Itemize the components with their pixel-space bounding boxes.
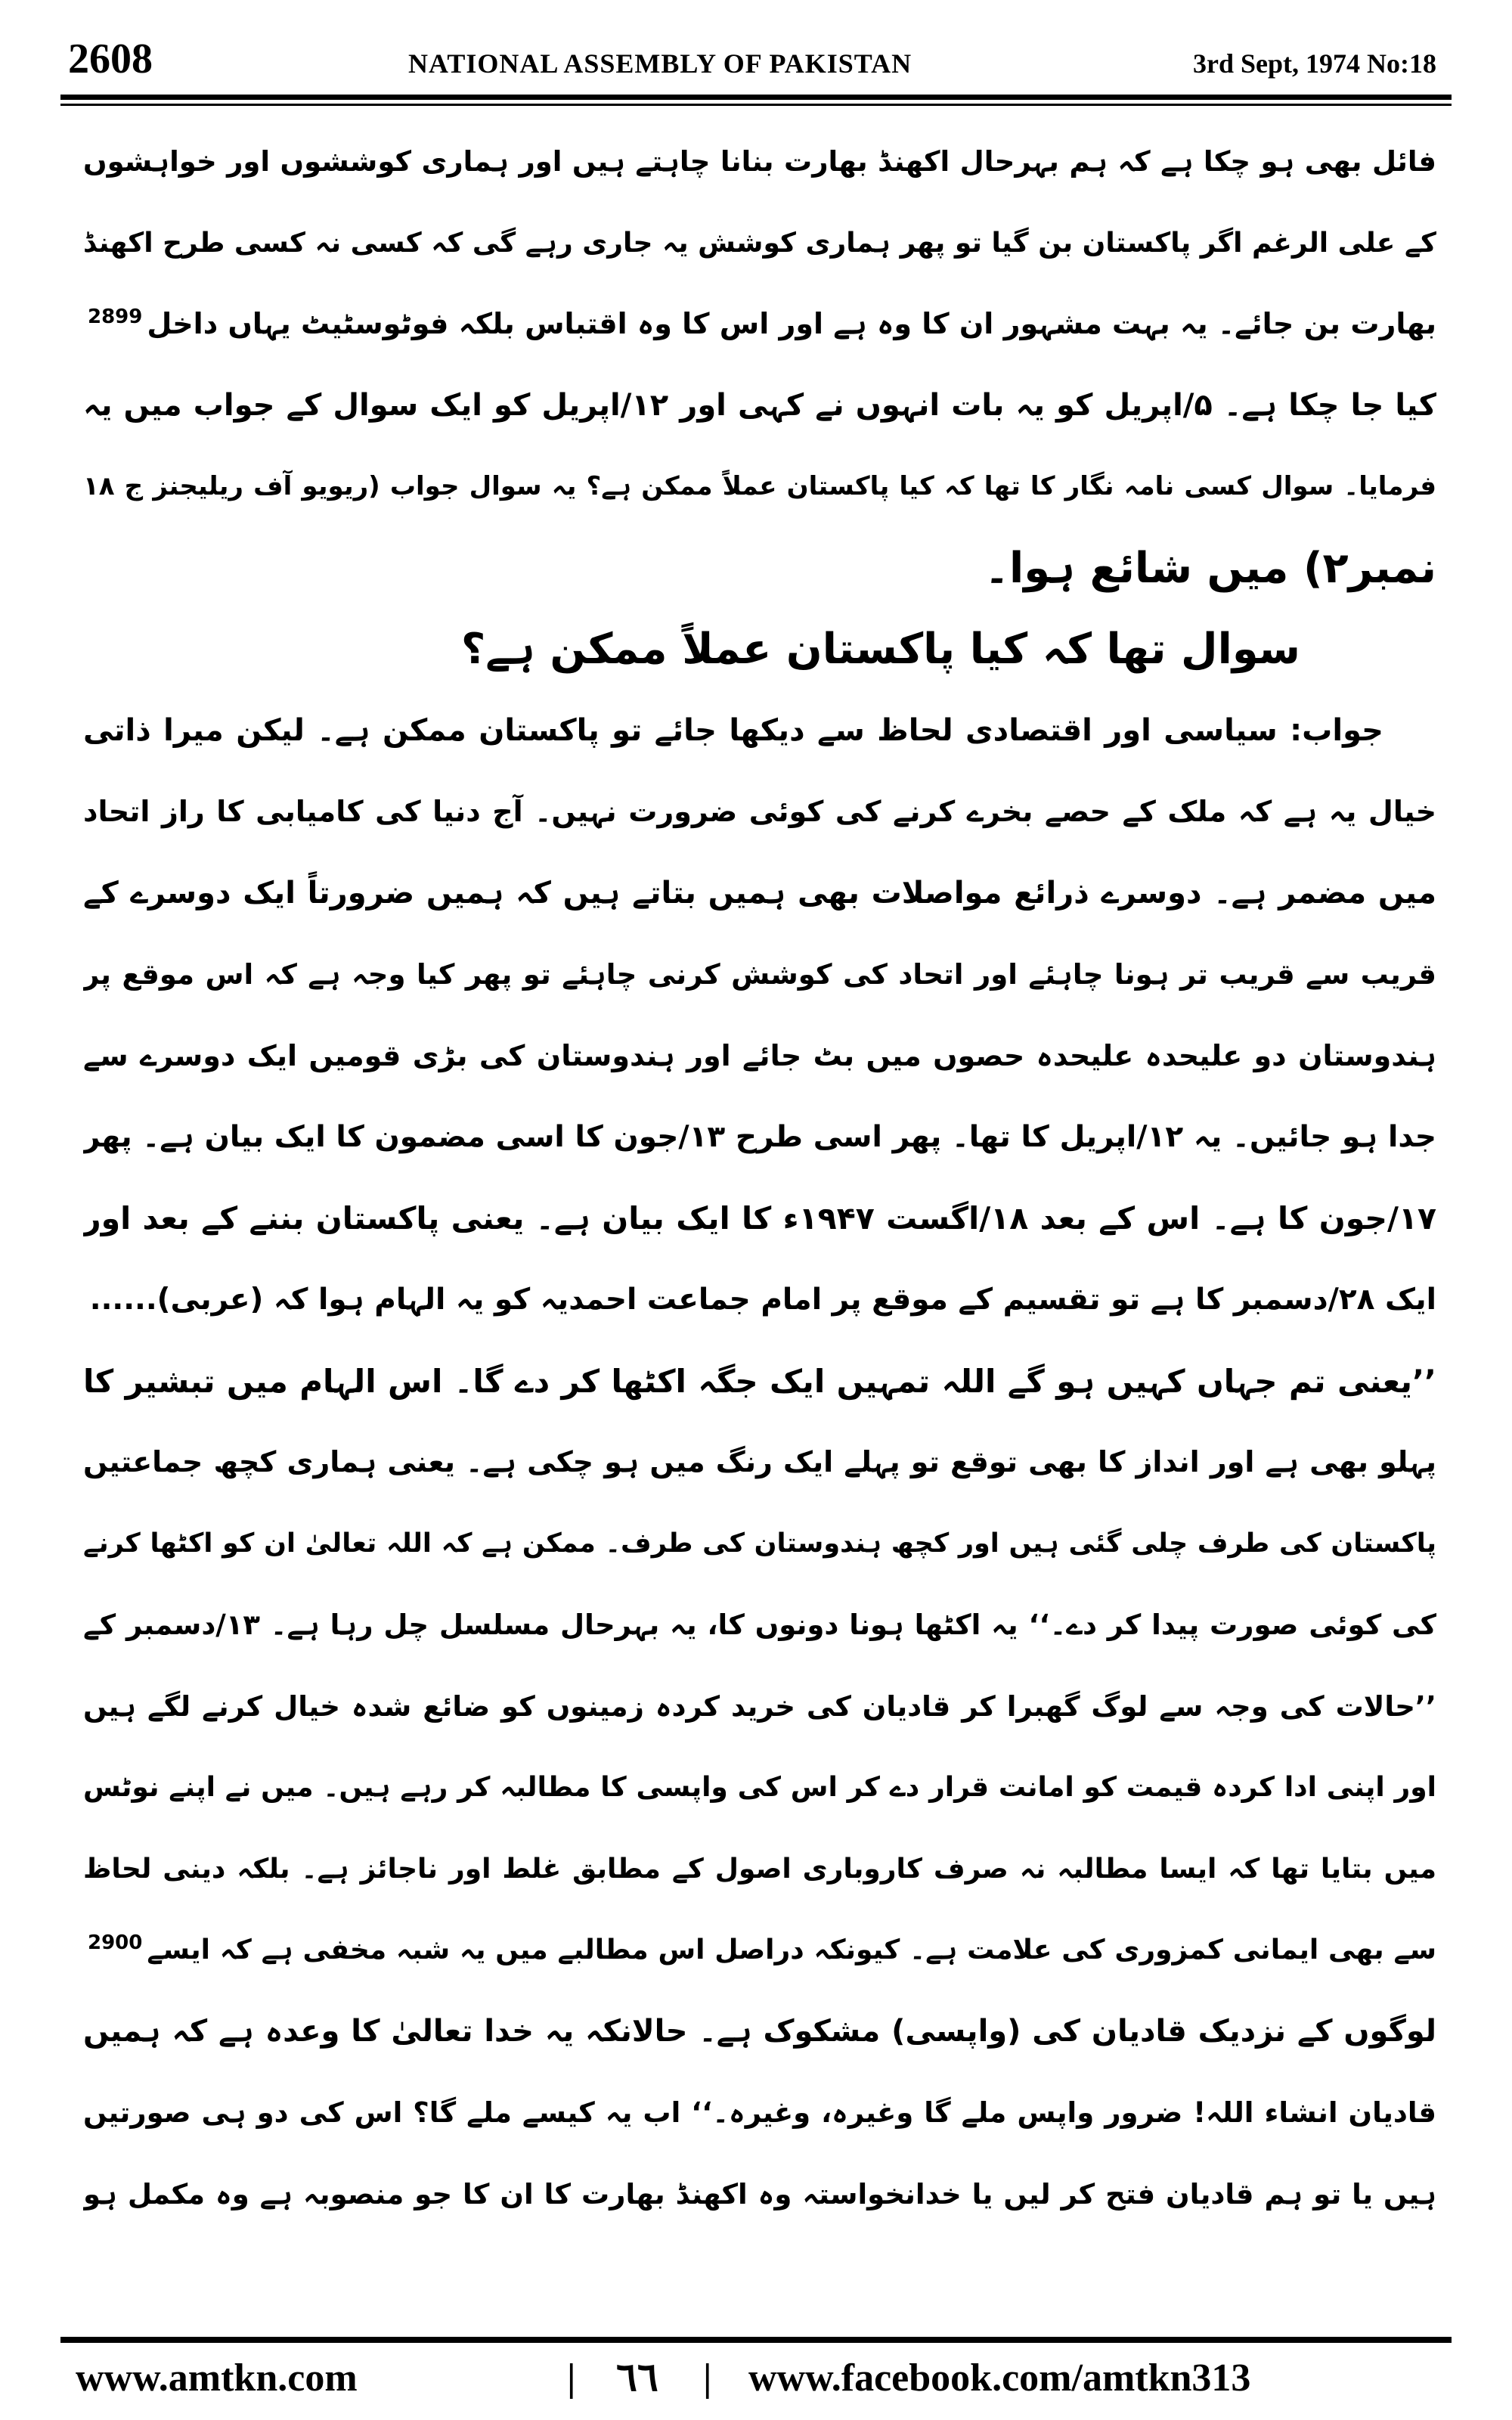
line-text: پہلو بھی ہے اور انداز کا بھی توقع تو پہلے ایک رنگ میں ہو چکی ہے۔ یعنی ہماری کچھ جماعتیں [83,1445,1436,1478]
text-line [83,2072,1436,2154]
text-line [83,121,1436,203]
facebook-link[interactable]: www.facebook.com/amtkn313 [748,2356,1251,2400]
line-text: ہیں یا تو ہم قادیان فتح کر لیں یا خدانخواستہ وہ اکھنڈ بھارت کا ان کا جو منصوبہ ہے وہ مکمل ہو [83,2177,1436,2211]
text-line [83,853,1436,935]
text-line [83,1259,1436,1341]
line-text: جواب: سیاسی اور اقتصادی لحاظ سے دیکھا جائے تو پاکستان ممکن ہے۔ لیکن میرا ذاتی [83,712,1383,748]
text-line [83,528,1436,610]
text-line [83,1097,1436,1178]
text-line [83,1422,1436,1503]
footnote-marker: 2899 [88,306,143,329]
session-date: 3rd Sept, 1974 No:18 [1193,48,1436,79]
line-text: کے علی الرغم اگر پاکستان بن گیا تو پھر ہماری کوشش یہ جاری رہے گی کہ کسی نہ کسی طرح اکھنڈ [83,227,1436,259]
line-text: ’’حالات کی وجہ سے لوگ گھبرا کر قادیان کی خرید کردہ زمینوں کو ضائع شدہ خیال کرنے لگے ہیں [83,1689,1436,1723]
line-text: قریب سے قریب تر ہونا چاہئے اور اتحاد کی کوشش کرنی چاہئے تو پھر کیا وجہ ہے کہ اس موقع پر [83,958,1436,991]
text-line [83,1910,1436,1991]
line-text: ۱۷/جون کا ہے۔ اس کے بعد ۱۸/اگست ۱۹۴۷ء کا ایک بیان ہے۔ یعنی پاکستان بننے کے بعد اور [83,1199,1436,1236]
footnote-marker: 2900 [88,1931,143,1954]
line-text: سے بھی ایمانی کمزوری کی علامت ہے۔ کیونکہ دراصل اس مطالبے میں یہ شبہ مخفی ہے کہ ایسے [147,1934,1436,1965]
line-text: میں مضمر ہے۔ دوسرے ذرائع مواصلات بھی ہمیں بتاتے ہیں کہ ہمیں ضرورتاً ایک دوسرے کے [83,875,1436,911]
footer-separator: | [703,2356,712,2400]
line-text: میں بتایا تھا کہ ایسا مطالبہ نہ صرف کاروباری اصول کے مطابق غلط اور ناجائز ہے۔ بلکہ دینی لحاظ [83,1853,1436,1885]
line-text: ’’یعنی تم جہاں کہیں ہو گے اللہ تمہیں ایک جگہ اکٹھا کر دے گا۔ اس الہام میں تبشیر کا [83,1362,1436,1400]
text-line [83,1666,1436,1748]
line-text: نمبر۲) میں شائع ہوا۔ [984,543,1436,593]
line-text: کیا جا چکا ہے۔ ۵/اپریل کو یہ بات انہوں نے کہی اور ۱۲/اپریل کو ایک سوال کے جواب میں یہ [83,387,1436,423]
footer-separator: | [567,2356,576,2400]
text-line [83,1584,1436,1666]
text-line [83,1829,1436,1910]
line-text: لوگوں کے نزدیک قادیان کی (واپسی) مشکوک ہے۔ حالانکہ یہ خدا تعالیٰ کا وعدہ ہے کہ ہمیں [83,2013,1436,2049]
line-text: فرمایا۔ سوال کسی نامہ نگار کا تھا کہ کیا پاکستان عملاً ممکن ہے؟ یہ سوال جواب (ریویو آف ریلیجنز ج ۱۸ [83,471,1436,501]
line-text: پاکستان کی طرف چلی گئی ہیں اور کچھ ہندوستان کی طرف۔ ممکن ہے کہ اللہ تعالیٰ ان کو اکٹھا کرنے [83,1528,1436,1559]
text-line [83,203,1436,284]
line-text: سوال تھا کہ کیا پاکستان عملاً ممکن ہے؟ [460,625,1300,674]
line-text: بھارت بن جائے۔ یہ بہت مشہور ان کا وہ ہے اور اس کا وہ اقتباس بلکہ فوٹوسٹیٹ یہاں داخل [147,307,1436,340]
page-number: 2608 [68,36,153,82]
page-footer [76,2352,1436,2405]
line-text: کی کوئی صورت پیدا کر دے۔‘‘ یہ اکٹھا ہونا دونوں کا، یہ بہرحال مسلسل چل رہا ہے۔ ۱۳/دسمبر کے [83,1609,1436,1641]
line-text: ہندوستان دو علیحدہ علیحدہ حصوں میں بٹ جائے اور ہندوستان کی بڑی قومیں ایک دوسرے سے [83,1038,1436,1072]
text-line [83,771,1436,853]
text-line [83,1178,1436,1260]
text-line [83,1503,1436,1585]
body-text [83,121,1436,2322]
text-line [83,1991,1436,2073]
text-line [83,1016,1436,1097]
text-line [83,284,1436,365]
footer-rule [60,2337,1452,2343]
line-text: جدا ہو جائیں۔ یہ ۱۲/اپریل کا تھا۔ پھر اسی طرح ۱۳/جون کا اسی مضمون کا ایک بیان ہے۔ پھر [83,1120,1436,1154]
line-text: فائل بھی ہو چکا ہے کہ ہم بہرحال اکھنڈ بھارت بنانا چاہتے ہیں اور ہماری کوششوں اور خواہشوں [83,145,1436,178]
line-text: خیال یہ ہے کہ ملک کے حصے بخرے کرنے کی کوئی ضرورت نہیں۔ آج دنیا کی کامیابی کا راز اتحاد [83,795,1436,828]
text-line [83,1747,1436,1829]
text-line [83,934,1436,1016]
text-line [83,365,1436,447]
text-line [83,2154,1436,2235]
website-link[interactable]: www.amtkn.com [76,2356,358,2400]
line-text: اور اپنی ادا کردہ قیمت کو امانت قرار دے کر اس کی واپسی کا مطالبہ کر رہے ہیں۔ میں نے اپنے نوٹس [83,1772,1436,1803]
assembly-title: NATIONAL ASSEMBLY OF PAKISTAN [408,48,912,79]
header-rule [60,95,1452,100]
line-text: قادیان انشاء اللہ! ضرور واپس ملے گا وغیرہ، وغیرہ۔‘‘ اب یہ کیسے ملے گا؟ اس کی دو ہی صورتیں [83,2096,1436,2129]
text-line [83,690,1436,772]
text-line [83,1341,1436,1423]
header-rule-thin [60,104,1452,106]
urdu-page-number: ٦٦ [616,2356,658,2400]
text-line [83,446,1436,528]
line-text: ایک ۲۸/دسمبر کا ہے تو تقسیم کے موقع پر امام جماعت احمدیہ کو یہ الہام ہوا کہ (عربی)...... [89,1283,1436,1317]
text-line [83,609,1436,690]
page-header [60,30,1452,91]
